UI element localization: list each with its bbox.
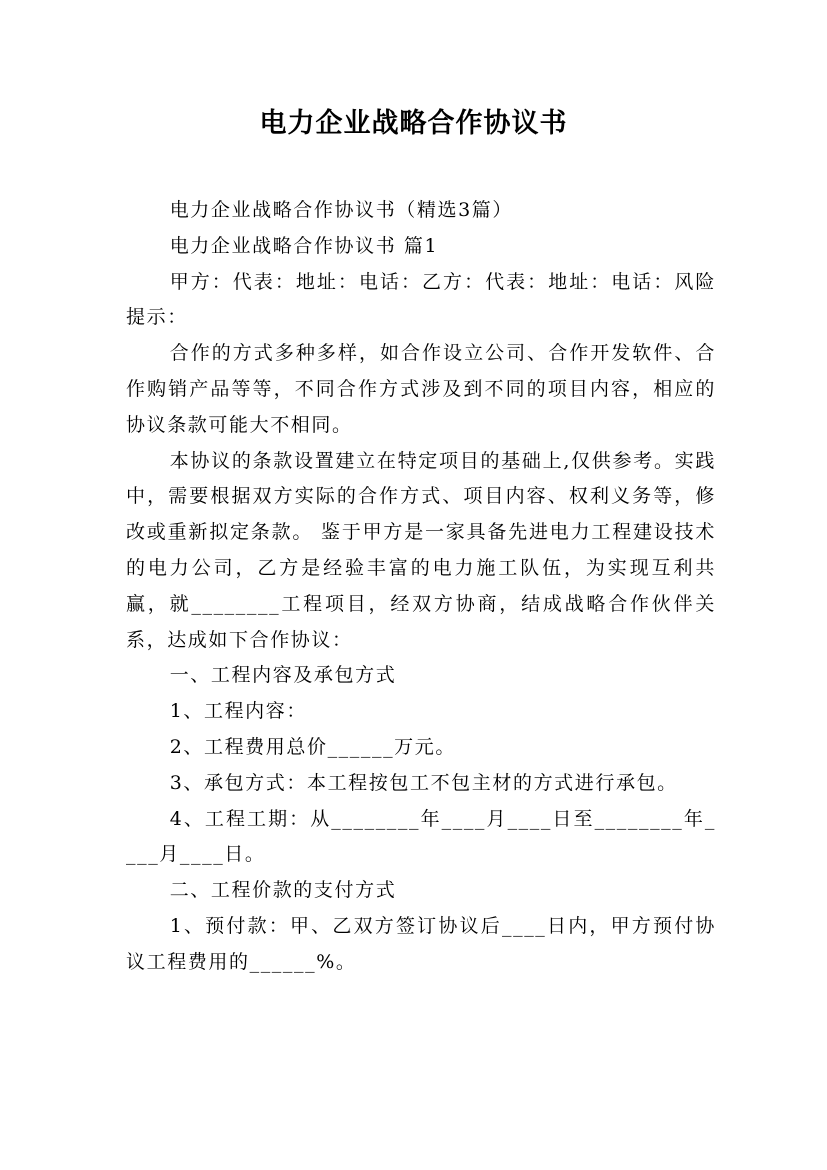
paragraph: 电力企业战略合作协议书（精选3篇） [169,199,513,221]
paragraph: 本协议的条款设置建立在特定项目的基础上,仅供参考。实践中，需要根据双方实际的合作方式、项目内容、权利义务等，修改或重新拟定条款。 鉴于甲方是一家具备先进电力工程建设技术的电力公司，乙方是经验丰富的电力施工队伍，为实现互利共赢，就________工程项目，经双方协商，结成战略合作伙伴关系，达成如下合作协议： [126,449,716,651]
paragraph: 甲方：代表：地址：电话：乙方：代表：地址：电话：风险提示： [126,270,716,329]
paragraph: 合作的方式多种多样，如合作设立公司、合作开发软件、合作购销产品等等，不同合作方式涉及到不同的项目内容，相应的协议条款可能大不相同。 [126,342,716,436]
paragraph: 电力企业战略合作协议书 篇1 [169,234,439,257]
paragraph: 1、预付款：甲、乙双方签订协议后____日内，甲方预付协议工程费用的______%。 [126,914,716,973]
document-title: 电力企业战略合作协议书 [259,108,568,139]
paragraph: 4、工程工期：从________年____月____日至________年____月____日。 [126,807,716,866]
paragraph: 3、承包方式：本工程按包工不包主材的方式进行承包。 [169,771,678,794]
document-body [126,193,716,981]
section-heading: 一、工程内容及承包方式 [169,664,397,687]
paragraph: 2、工程费用总价______万元。 [169,735,456,758]
paragraph: 1、工程内容： [169,700,307,723]
section-heading: 二、工程价款的支付方式 [169,879,397,902]
